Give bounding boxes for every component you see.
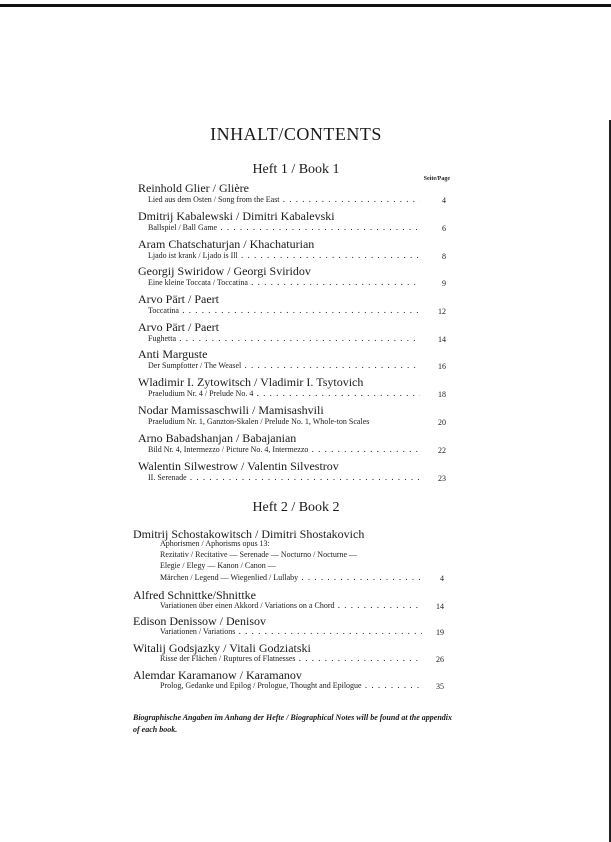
work-title: Praeludium Nr. 4 / Prelude No. 4 . .: [148, 388, 420, 398]
top-border-line: [0, 4, 611, 7]
work-title: Risse der Flächen / Ruptures of Flatnesses . .: [160, 653, 422, 663]
composer-name: Alemdar Karamanow / Karamanov: [133, 668, 302, 682]
page-number: 22: [438, 446, 446, 455]
page-number: 26: [436, 655, 444, 664]
page-column-label: Seite/Page: [423, 176, 450, 182]
page-number: 16: [438, 362, 446, 371]
work-title: Ballspiel / Ball Game . .: [148, 222, 420, 232]
work-title: Fughetta . .: [148, 333, 420, 343]
page-title: INHALT/CONTENTS: [210, 124, 382, 144]
composer-name: Dmitrij Kabalewski / Dimitri Kabalevski: [138, 209, 335, 223]
work-title: Variationen / Variations . .: [160, 626, 422, 636]
page-number: 4: [442, 196, 446, 205]
composer-name: Georgij Swiridow / Georgi Sviridov: [138, 264, 311, 278]
work-title: Praeludium Nr. 1, Ganzton-Skalen / Prelude No. 1, Whole-ton Scales: [148, 417, 370, 426]
page-number: 6: [442, 224, 446, 233]
composer-name: Nodar Mamissaschwili / Mamisashvili: [138, 403, 324, 417]
page-number: 35: [436, 682, 444, 691]
composer-name: Walentin Silwestrow / Valentin Silvestrov: [138, 459, 339, 473]
work-title: Prolog, Gedanke und Epilog / Prologue, Thought and Epilogue . .: [160, 680, 422, 690]
page-number: 19: [436, 628, 444, 637]
composer-name: Alfred Schnittke/Shnittke: [133, 588, 256, 602]
page-number: 9: [442, 279, 446, 288]
work-title: Eine kleine Toccata / Toccatina . .: [148, 277, 420, 287]
page-number: 4: [440, 574, 444, 583]
page-number: 18: [438, 390, 446, 399]
page-number: 23: [438, 474, 446, 483]
work-line: Aphorismen / Aphorisms opus 13:: [160, 539, 270, 548]
work-title: Der Sumpfotter / The Weasel . .: [148, 360, 420, 370]
composer-name: Wladimir I. Zytowitsch / Vladimir I. Tsytovich: [138, 375, 364, 389]
composer-name: Edison Denissow / Denisov: [133, 614, 266, 628]
page-number: 20: [438, 418, 446, 427]
page-number: 8: [442, 252, 446, 261]
book2-heading: Heft 2 / Book 2: [252, 500, 340, 515]
work-title: II. Serenade . .: [148, 472, 420, 482]
work-title: Lied aus dem Osten / Song from the East . .: [148, 194, 420, 204]
page-number: 14: [438, 335, 446, 344]
work-line: Elegie / Elegy — Kanon / Canon —: [160, 561, 276, 570]
work-title: Märchen / Legend — Wiegenlied / Lullaby . .: [160, 572, 422, 582]
composer-name: Arvo Pärt / Paert: [138, 292, 219, 306]
composer-name: Witalij Godsjazky / Vitali Godziatski: [133, 641, 311, 655]
composer-name: Aram Chatschaturjan / Khachaturian: [138, 237, 315, 251]
book1-heading: Heft 1 / Book 1: [252, 162, 340, 177]
work-title: Toccatina . .: [148, 305, 420, 315]
composer-name: Arvo Pärt / Paert: [138, 320, 219, 334]
composer-name: Reinhold Glier / Glière: [138, 181, 249, 195]
page-number: 12: [438, 307, 446, 316]
page-number: 14: [436, 602, 444, 611]
composer-name: Anti Marguste: [138, 347, 208, 361]
composer-name: Arno Babadshanjan / Babajanian: [138, 431, 297, 445]
work-title: Variationen über einen Akkord / Variations on a Chord . .: [160, 600, 422, 610]
composer-name: Dmitrij Schostakowitsch / Dimitri Shostakovich: [133, 527, 365, 541]
work-title: Bild Nr. 4, Intermezzo / Picture No. 4, Intermezzo . .: [148, 444, 420, 454]
work-line: Rezitativ / Recitative — Serenade — Nocturno / Nocturne —: [160, 550, 358, 559]
work-title: Ljado ist krank / Ljado is Ill . .: [148, 250, 420, 260]
footnote: Biographische Angaben im Anhang der Hefte / Biographical Notes will be found at the appendix of each book.: [133, 713, 452, 734]
